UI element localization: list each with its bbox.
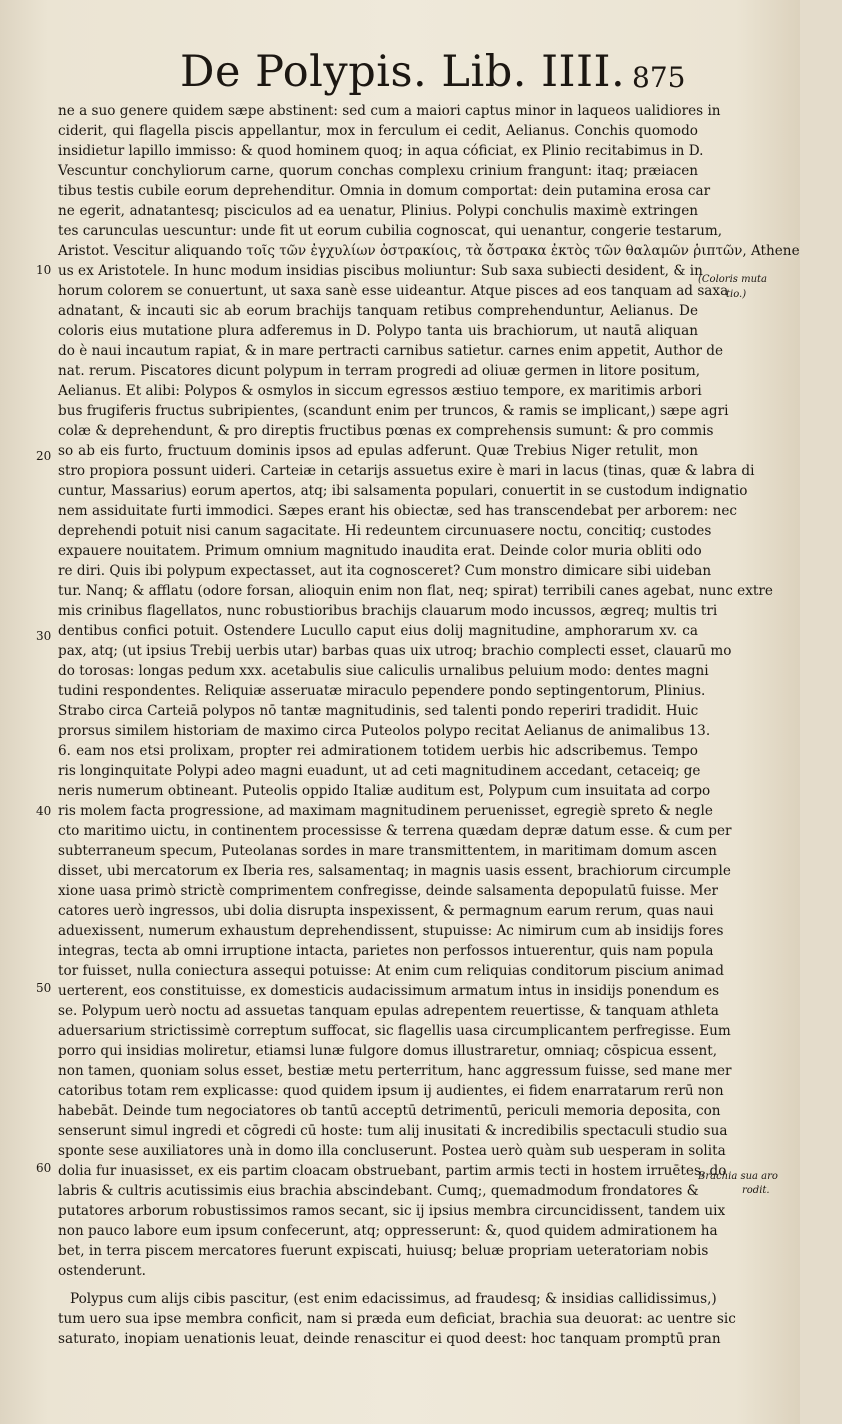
text-line: ris longinquitate Polypi adeo magni euadunt, ut ad ceti magnitudinem accedant, cetaceiq; ge [58, 763, 701, 779]
text-line: adnatant, & incauti sic ab eorum brachijs tanquam retibus comprehenduntur, Aelianus. De [58, 303, 698, 319]
margin-note-coloris-cont: tio.) [726, 289, 747, 300]
line-number-30: 30 [36, 629, 52, 643]
text-line: ciderit, qui flagella piscis appellantur, mox in ferculum ei cedit, Aelianus. Conchis quomodo [58, 123, 698, 139]
margin-note-brachia-cont: rodit. [742, 1185, 770, 1196]
line-number-20: 20 [36, 449, 52, 463]
text-line: tum uero sua ipse membra conficit, nam si præda eum deficiat, brachia sua deuorat: ac uentre sic [58, 1311, 736, 1327]
text-line: horum colorem se conuertunt, ut saxa sanè esse uideantur. Atque pisces ad eos tanquam ad saxa [58, 283, 729, 299]
margin-note-coloris: (Coloris muta [698, 274, 767, 285]
text-line: Aristot. Vescitur aliquando τοῖς τῶν ἐγχυλίων ὀστρακίοις, τὰ ὄστρακα ἐκτὸς τῶν θαλαμῶν ῥιπτῶν, Athene [58, 243, 800, 259]
text-line: Strabo circa Carteiā polypos nō tantæ magnitudinis, sed talenti pondo reperiri tradidit. Huic [58, 703, 699, 719]
text-line: aduexissent, numerum exhaustum deprehendissent, stupuisse: Ac nimirum cum ab insidijs fores [58, 923, 724, 939]
text-line: dentibus confici potuit. Ostendere Lucullo caput eius dolij magnitudine, amphorarum xv. ca [58, 623, 698, 639]
text-line: mis crinibus flagellatos, nunc robustioribus brachijs clauarum modo incussos, ægreq; multis tri [58, 603, 718, 619]
text-line: subterraneum specum, Puteolanas sordes in mare transmittentem, in maritimam domum ascen [58, 843, 717, 859]
text-line: ostenderunt. [58, 1263, 146, 1279]
text-line: aduersarium strictissimè correptum suffocat, sic flagellis uasa circumplicantem perfregisse. Eum [58, 1023, 731, 1039]
text-line: Polypus cum alijs cibis pascitur, (est enim edacissimus, ad fraudesq; & insidias callidissimus,) [70, 1291, 717, 1307]
text-line: uerterent, eos constituisse, ex domesticis audacissimum armatum intus in insidijs ponendum es [58, 983, 720, 999]
text-line: saturato, inopiam uenationis leuat, deinde renascitur ei quod deest: hoc tanquam promptū pran [58, 1331, 721, 1347]
text-line: sponte sese auxiliatores unà in domo illa concluserunt. Postea uerò quàm sub uesperam in solita [58, 1143, 726, 1159]
text-line: prorsus similem historiam de maximo circa Puteolos polypo recitat Aelianus de animalibus 13. [58, 723, 711, 739]
text-line: coloris eius mutatione plura adferemus in D. Polypo tanta uis brachiorum, ut nautā aliquan [58, 323, 698, 339]
text-line: ne a suo genere quidem sæpe abstinent: sed cum a maiori captus minor in laqueos ualidiores in [58, 103, 721, 119]
text-line: tes carunculas uescuntur: unde fit ut eorum cubilia cognoscat, qui uenantur, congerie testarum, [58, 223, 723, 239]
text-line: Aelianus. Et alibi: Polypos & osmylos in siccum egressos æstiuo tempore, ex maritimis arbori [58, 383, 702, 399]
text-line: insidietur lapillo immisso: & quod hominem quoq; in aqua cóficiat, ex Plinio recitabimus in D. [58, 143, 704, 159]
text-line: putatores arborum robustissimos ramos secant, sic ij ipsius membra circuncidissent, tandem uix [58, 1203, 726, 1219]
text-line: dolia fur inuasisset, ex eis partim cloacam obstruebant, partim armis tecti in hostem irruētes, do [58, 1163, 727, 1179]
text-line: non tamen, quoniam solus esset, bestiæ metu perterritum, hanc aggressum fuisse, sed mane mer [58, 1063, 732, 1079]
paragraph-gap [58, 1281, 698, 1289]
text-line: cuntur, Massarius) eorum apertos, atq; ibi salsamenta populari, conuertit in se custodum indignatio [58, 483, 748, 499]
text-line: cto maritimo uictu, in continentem processisse & terrena quædam depræ datum esse. & cum per [58, 823, 732, 839]
text-line: do è naui incautum rapiat, & in mare pertracti carnibus satietur. carnes enim appetit, Author de [58, 343, 724, 359]
line-number-60: 60 [36, 1161, 52, 1175]
text-line: so ab eis furto, fructuum dominis ipsos ad epulas adferunt. Quæ Trebius Niger retulit, mon [58, 443, 698, 459]
text-line: us ex Aristotele. In hunc modum insidias piscibus moliuntur: Sub saxa subiecti desident, & in [58, 263, 703, 279]
line-number-50: 50 [36, 981, 52, 995]
text-line: deprehendi potuit nisi canum sagacitate. Hi redeuntem circunuasere noctu, concitiq; custodes [58, 523, 712, 539]
text-line: integras, tecta ab omni irruptione intacta, parietes non perfossos intuerentur, quis nam popula [58, 943, 714, 959]
text-line: habebāt. Deinde tum negociatores ob tantū acceptū detrimentū, periculi memoria deposita, con [58, 1103, 721, 1119]
text-line: bet, in terra piscem mercatores fuerunt expiscati, huiusq; beluæ propriam ueteratoriam nobis [58, 1243, 709, 1259]
text-line: Vescuntur conchyliorum carne, quorum conchas complexu crinium frangunt: itaq; præiacen [58, 163, 698, 179]
text-line: ne egerit, adnatantesq; pisciculos ad ea uenatur, Plinius. Polypi conchulis maximè extringen [58, 203, 698, 219]
running-head-title: De Polypis. Lib. IIII. [180, 47, 626, 97]
text-line: catoribus totam rem explicasse: quod quidem ipsum ij audientes, ei fidem enarratarum rerū non [58, 1083, 724, 1099]
text-line: do torosas: longas pedum xxx. acetabulis siue caliculis urnalibus peluium modo: dentes magni [58, 663, 709, 679]
text-line: ris molem facta progressione, ad maximam magnitudinem peruenisset, egregiè spreto & negle [58, 803, 713, 819]
text-line: nat. rerum. Piscatores dicunt polypum in terram progredi ad oliuæ germen in litore positum, [58, 363, 701, 379]
line-number-10: 10 [36, 263, 52, 277]
text-line: expauere nouitatem. Primum omnium magnitudo inaudita erat. Deinde color muria obliti odo [58, 543, 702, 559]
text-line: pax, atq; (ut ipsius Trebij uerbis utar) barbas quas uix utroq; brachio complecti esset, clauarū mo [58, 643, 732, 659]
text-line: tibus testis cubile eorum deprehenditur. Omnia in domum comportat: dein putamina erosa car [58, 183, 711, 199]
text-line: tudini respondentes. Reliquiæ asseruatæ miraculo pependere pondo septingentorum, Plinius. [58, 683, 706, 699]
text-line: tor fuisset, nulla coniectura assequi potuisse: At enim cum reliquias conditorum piscium animad [58, 963, 724, 979]
line-number-40: 40 [36, 804, 52, 818]
text-line: stro propiora possunt uideri. Carteiæ in cetarijs assuetus exire è mari in lacus (tinas, quæ & labra di [58, 463, 755, 479]
text-line: senserunt simul ingredi et cōgredi cū hoste: tum alij inusitati & incredibilis spectaculi studio sua [58, 1123, 728, 1139]
text-line: colæ & deprehendunt, & pro direptis fructibus pœnas ex comprehensis sumunt: & pro commis [58, 423, 714, 439]
text-line: se. Polypum uerò noctu ad assuetas tanquam epulas adrepentem reuertisse, & tanquam athleta [58, 1003, 719, 1019]
text-line: porro qui insidias moliretur, etiamsi lunæ fulgore domus illustraretur, omniaq; cōspicua essent, [58, 1043, 718, 1059]
text-line: neris numerum obtineant. Puteolis oppido Italiæ auditum est, Polypum cum insuitata ad corpo [58, 783, 711, 799]
text-line: labris & cultris acutissimis eius brachia abscindebant. Cumq;, quemadmodum frondatores & [58, 1183, 699, 1199]
page-number: 875 [632, 61, 686, 94]
text-line: non pauco labore eum ipsum confecerunt, atq; oppresserunt: &, quod quidem admirationem ha [58, 1223, 718, 1239]
text-line: re diri. Quis ibi polypum expectasset, aut ita cognosceret? Cum monstro dimicare sibi uideban [58, 563, 712, 579]
text-line: xione uasa primò strictè comprimentem confregisse, deinde salsamenta depopulatū fuisse. Mer [58, 883, 719, 899]
text-line: bus frugiferis fructus subripientes, (scandunt enim per truncos, & ramis se implicant,) sæpe agri [58, 403, 729, 419]
text-line: nem assiduitate furti immodici. Sæpes erant his obiectæ, sed has transcendebat per arborem: nec [58, 503, 738, 519]
margin-note-brachia: Brachia sua aro [698, 1171, 778, 1182]
text-line: 6. eam nos etsi prolixam, propter rei admirationem totidem uerbis hic adscribemus. Tempo [58, 743, 698, 759]
text-line: catores uerò ingressos, ubi dolia disrupta inspexissent, & permagnum earum rerum, quas naui [58, 903, 714, 919]
text-line: disset, ubi mercatorum ex Iberia res, salsamentaq; in magnis uasis essent, brachiorum circumple [58, 863, 731, 879]
text-line: tur. Nanq; & afflatu (odore forsan, alioquin enim non flat, neq; spirat) terribili canes agebat, nunc extre [58, 583, 773, 599]
